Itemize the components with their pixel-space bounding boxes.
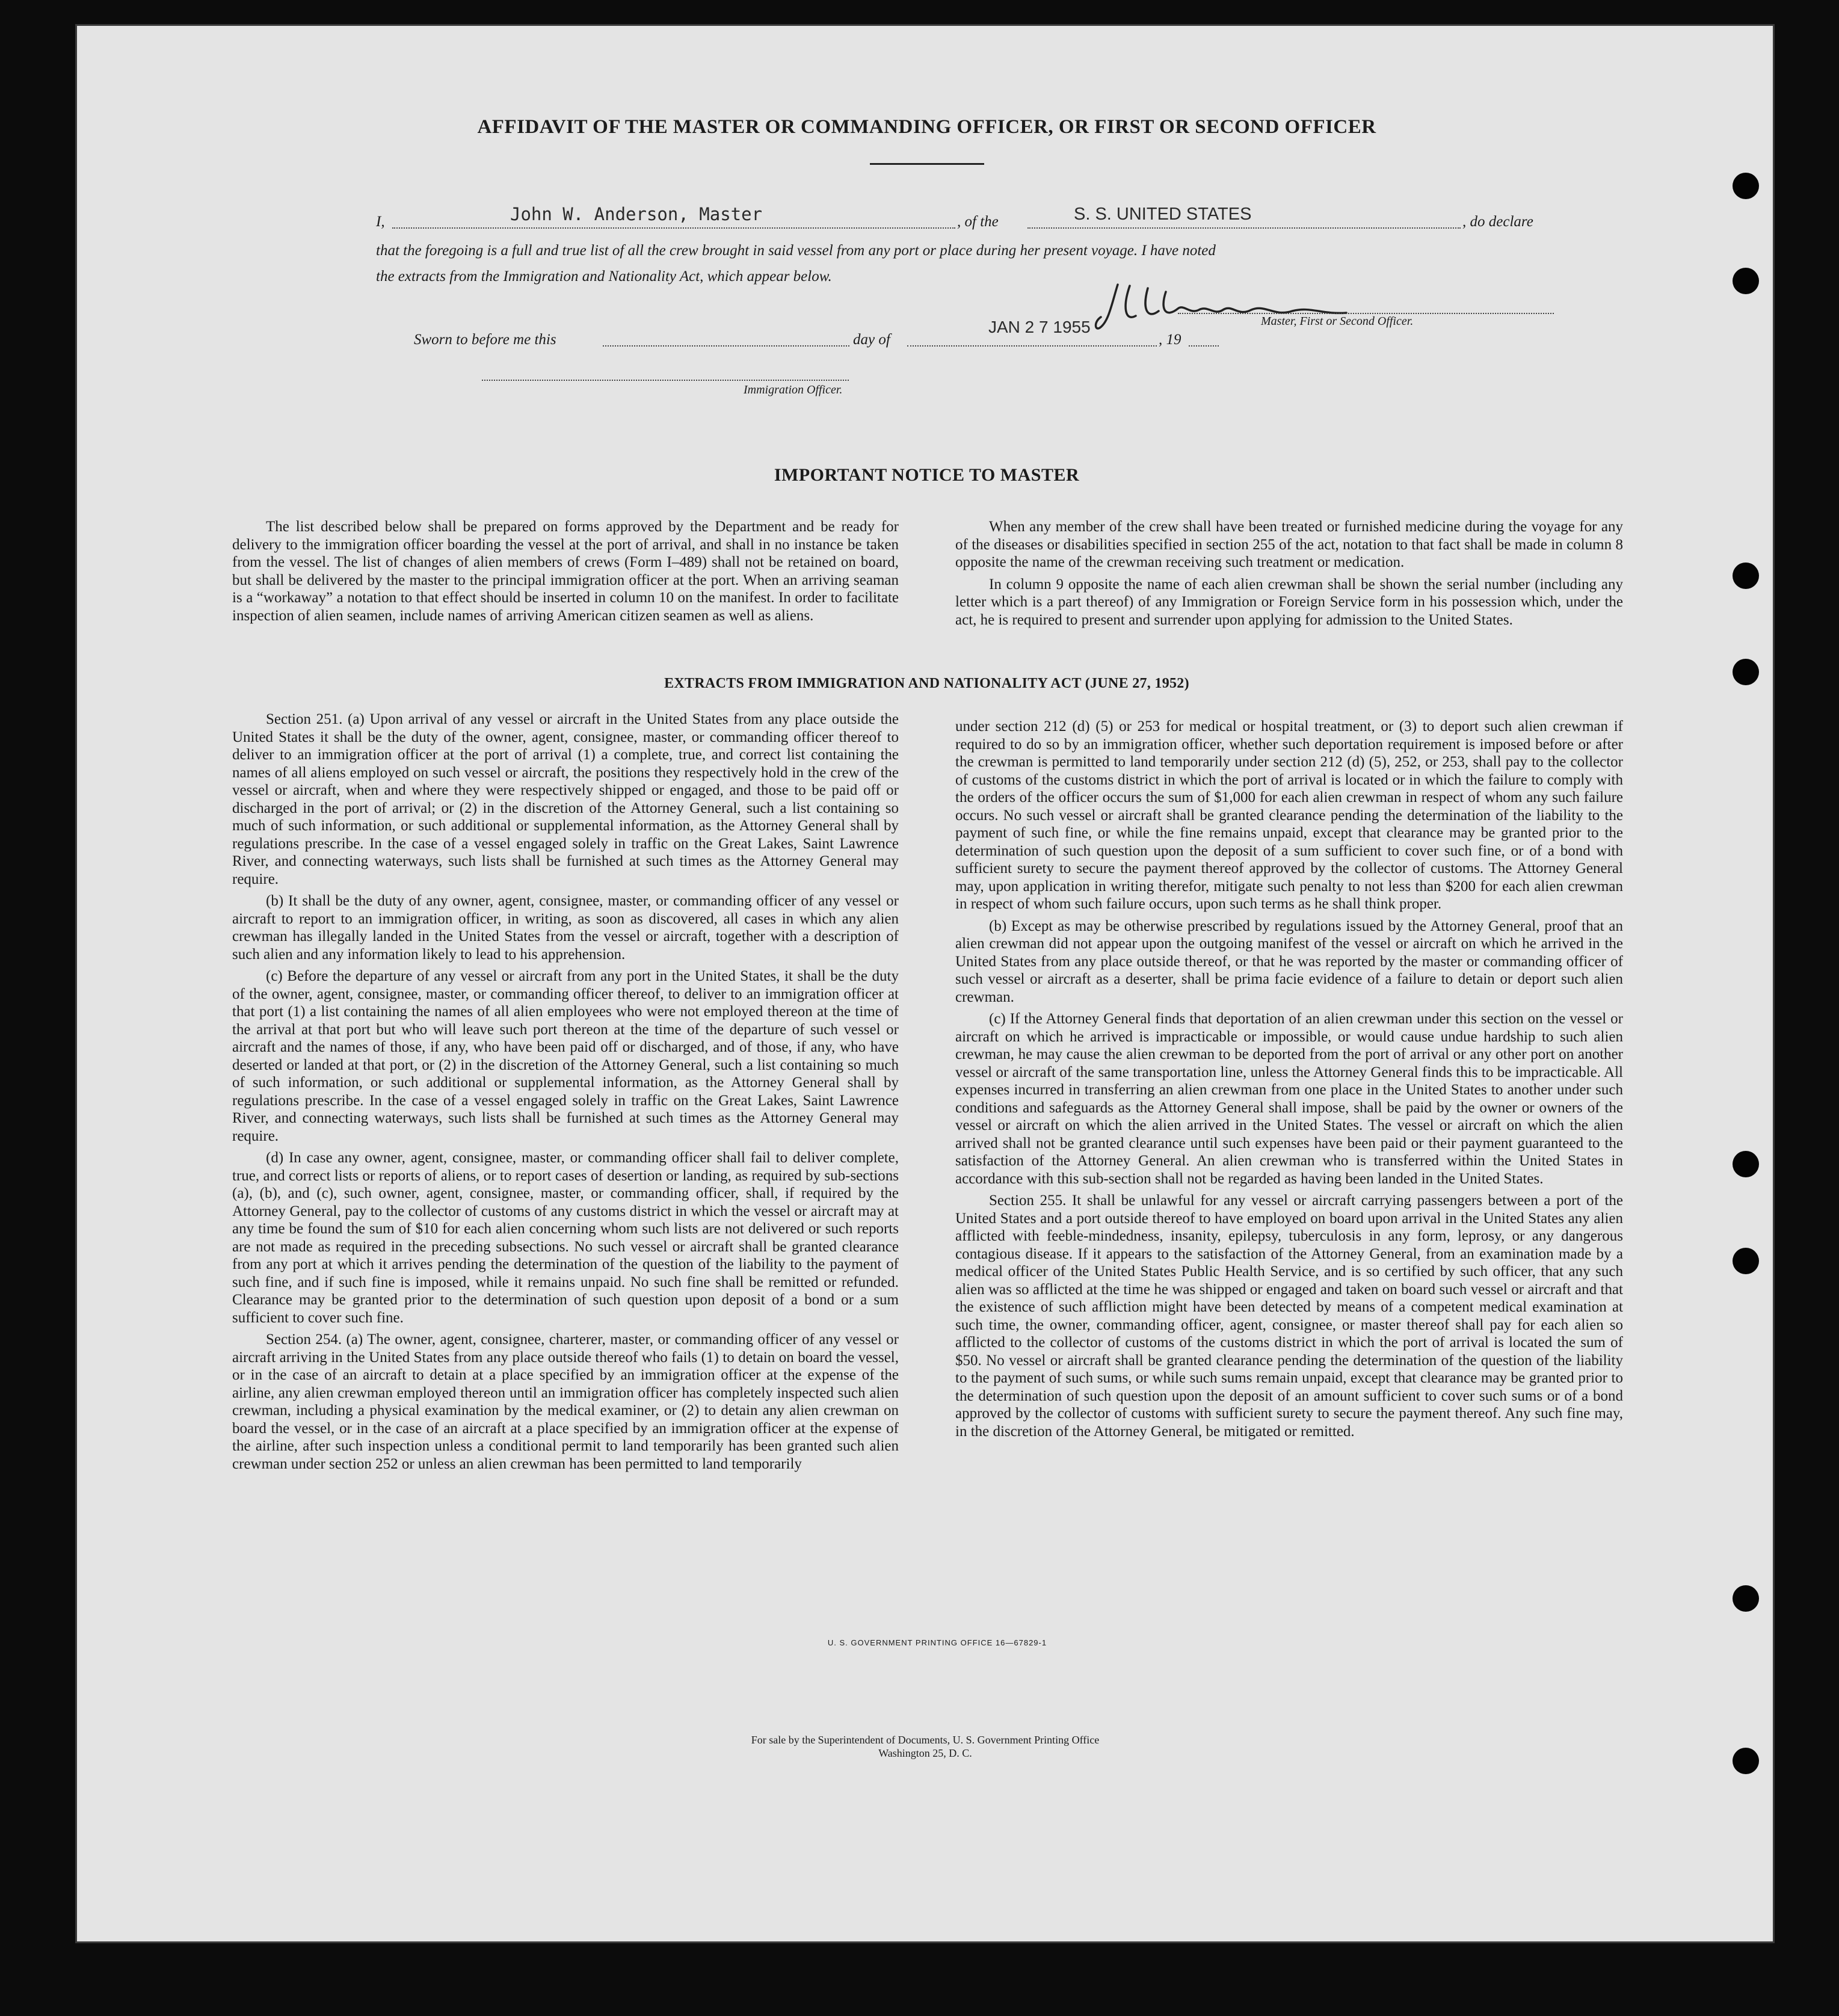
section-254-a: Section 254. (a) The owner, agent, consignee, charterer, master, or commanding officer of any vessel or aircraft arriving in the United States from any place outside thereof who fails (1) to detain on board the vessel, or in the case of an aircraft to detain at a place specified by an immigration officer at the expense of the airline, any alien crewman employed thereon until an immigration officer has completely inspected such alien crewman, including a physical examination by the medical examiner, or (2) to detain any alien crewman on board the vessel, or in the case of an aircraft at a place specified by an immigration officer at the expense of the airline, after such inspection unless a conditional permit to land temporarily has been granted such alien crewman under section 252 or unless an alien crewman has been permitted to land temporarily — [232, 1331, 899, 1472]
extracts-left-column — [232, 711, 899, 1477]
sworn-month-blank — [907, 345, 1157, 347]
date-stamp: JAN 2 7 1955 — [988, 318, 1091, 336]
vessel-blank — [1027, 227, 1461, 229]
day-of-label: day of — [853, 331, 890, 348]
section-251-b: (b) It shall be the duty of any owner, agent, consignee, master, or commanding officer of any vessel or aircraft to report to an immigration officer, in writing, as soon as discovered, all cases in which any alien crewman has illegally landed in the United States from the vessel or aircraft, together with a description of such alien and any information likely to lead to his apprehension. — [232, 893, 899, 963]
name-blank — [392, 227, 955, 229]
extracts-right-column — [955, 718, 1623, 1444]
notice-title: IMPORTANT NOTICE TO MASTER — [774, 465, 1080, 485]
do-declare-label: , do declare — [1462, 214, 1533, 230]
section-255: Section 255. It shall be unlawful for any vessel or aircraft carrying passengers between a port of the United States and a port outside thereof to have employed on board upon arrival in the United States any alien afflicted with feeble-mindedness, insanity, epilepsy, tuberculosis in any form, leprosy, or any dangerous contagious disease. If it appears to the satisfaction of the Attorney General, from an examination made by a medical officer of the United States Public Health Service, and is so certified by such officer, that any such alien was so afflicted at the time he was shipped or engaged and taken on board such vessel or aircraft and that the existence of such affliction might have been detected by means of a competent medical examination at such time, the owner, commanding officer, agent, consignee, or master thereof shall pay for each alien so afflicted to the collector of customs of the customs district in which the port of arrival is located the sum of $50. No vessel or aircraft shall be granted clearance pending the determination of the question of the liability to the payment of such sums, or while such sums remain unpaid, except that clearance may be granted prior to the determination of such question upon the deposit of an amount sufficient to cover such sums or of a bond approved by the collector of customs with sufficient surety to secure the payment thereof. Any such fine may, in the discretion of the Attorney General, be mitigated or remitted. — [955, 1192, 1623, 1440]
statement-line-1: that the foregoing is a full and true list of all the crew brought in said vessel from any port or place during her present voyage. I have noted — [376, 242, 1216, 259]
punch-hole — [1733, 1748, 1759, 1774]
affidavit-title: AFFIDAVIT OF THE MASTER OR COMMANDING OFFICER, OR FIRST OR SECOND OFFICER — [477, 116, 1376, 138]
section-251-c: (c) Before the departure of any vessel or aircraft from any port in the United States, it shall be the duty of the owner, agent, consignee, master, or commanding officer thereof, to deliver to an immigration officer at that port (1) a list containing the names of all alien employees who were not employed thereon at the time of the arrival at that port but who will leave such port thereon at the time of the departure of such vessel or aircraft and the names of those, if any, who have been paid off or discharged, and of those, if any, who have deserted or landed at that port, or (2) in the discretion of the Attorney General, such a list containing so much of such information, or such additional or supplemental information, as the Attorney General shall by regulations prescribe. In the case of a vessel engaged solely in traffic on the Great Lakes, Saint Lawrence River, and connecting waterways, such lists shall be furnished at such times as the Attorney General may require. — [232, 968, 899, 1144]
notice-right-paragraph-1: When any member of the crew shall have been treated or furnished medicine during the voyage for any of the diseases or disabilities specified in section 255 of the act, notation to that fact shall be made in column 8 opposite the name of the crewman receiving such treatment or medication. — [955, 519, 1623, 570]
vessel-name: S. S. UNITED STATES — [1074, 205, 1252, 224]
punch-hole — [1733, 1151, 1759, 1177]
of-the-label: , of the — [957, 214, 999, 230]
punch-hole — [1733, 173, 1759, 199]
sale-line-2: Washington 25, D. C. — [878, 1747, 972, 1759]
extracts-title: EXTRACTS FROM IMMIGRATION AND NATIONALITY ACT (JUNE 27, 1952) — [664, 676, 1189, 691]
notice-left-column — [232, 518, 899, 629]
year-blank — [1189, 345, 1219, 347]
document-page — [75, 24, 1775, 1943]
punch-hole — [1733, 563, 1759, 589]
sale-notice — [618, 1733, 1232, 1760]
signature-blank — [1178, 313, 1554, 314]
officer-blank — [482, 380, 849, 381]
punch-hole — [1733, 1585, 1759, 1612]
section-251-a: Section 251. (a) Upon arrival of any vessel or aircraft in the United States from any place outside the United States it shall be the duty of the owner, agent, consignee, master, or commanding officer thereof to deliver to an immigration officer at the port of arrival (1) a complete, true, and correct list containing the names of all aliens employed on such vessel or aircraft, the positions they respectively hold in the crew of the vessel or aircraft, when and where they were respectively shipped or engaged, and those to be paid off or discharged in the port of arrival; or (2) in the discretion of the Attorney General, such a list containing so much of such information, or such additional or supplemental information, as the Attorney General shall by regulations prescribe. In the case of a vessel engaged solely in traffic on the Great Lakes, Saint Lawrence River, and connecting waterways, such lists shall be furnished at such times as the Attorney General may require. — [232, 711, 899, 887]
i-label: I, — [376, 214, 385, 230]
sworn-label: Sworn to before me this — [414, 331, 556, 348]
statement-line-2: the extracts from the Immigration and Nationality Act, which appear below. — [376, 268, 832, 285]
immigration-officer-label: Immigration Officer. — [744, 383, 843, 396]
punch-hole — [1733, 268, 1759, 294]
notice-right-column — [955, 518, 1623, 633]
notice-left-paragraph: The list described below shall be prepared on forms approved by the Department and be ready for delivery to the immigration officer boarding the vessel at the port of arrival, and shall in no instance be taken from the vessel. The list of changes of alien members of crews (Form I–489) shall not be retained on board, but shall be delivered by the master to the principal immigration officer at the port. When an arriving seaman is a “workaway” a notation to that effect should be inserted in column 10 on the manifest. In order to facilitate inspection of alien seamen, include names of arriving American citizen seamen as well as aliens. — [232, 519, 899, 624]
sale-line-1: For sale by the Superintendent of Documents, U. S. Government Printing Office — [751, 1734, 1100, 1746]
section-254-a-cont: under section 212 (d) (5) or 253 for medical or hospital treatment, or (3) to deport such alien crewman if required to do so by an immigration officer, whether such deportation requirement is imposed before or after the crewman is permitted to land temporarily under section 212 (d) (5), 252, or 253, shall pay to the collector of customs of the customs district in which the port of arrival is located or in which the failure to comply with the orders of the officer occurs the sum of $1,000 for each alien crewman in respect of whom any such failure occurs. No such vessel or aircraft shall be granted clearance pending the determination of the liability to the payment of such fine, or while the fine remains unpaid, except that clearance may be granted prior to the determination of such question upon the deposit of a sum sufficient to cover such fine, or of a bond with sufficient surety to secure the payment thereof approved by the collector of customs. The Attorney General may, upon application in writing therefor, mitigate such penalty to not less than $200 for each alien crewman in respect of whom such failure occurs, upon such terms as he shall think proper. — [955, 718, 1623, 912]
section-254-c: (c) If the Attorney General finds that deportation of an alien crewman under this section on the vessel or aircraft on which he arrived is impracticable or impossible, or would cause undue hardship to such alien crewman, he may cause the alien crewman to be deported from the port of arrival or any other port on another vessel or aircraft of the same transportation line, unless the Attorney General finds this to be impracticable. All expenses incurred in transferring an alien crewman from one place in the United States to another under such conditions and safeguards as the Attorney General shall impose, shall be paid by the owner or owners of the vessel or aircraft on which the alien arrived in the United States. The vessel or aircraft on which the alien arrived shall not be granted clearance until such expenses have been paid or their payment guaranteed to the satisfaction of the Attorney General. An alien crewman who is transferred within the United States in accordance with this sub-section shall not be regarded as having been landed in the United States. — [955, 1011, 1623, 1187]
title-rule — [870, 163, 984, 165]
punch-hole — [1733, 659, 1759, 685]
notice-right-paragraph-2: In column 9 opposite the name of each alien crewman shall be shown the serial number (including any letter which is a part thereof) of any Immigration or Foreign Service form in his possession which, under the act, he is required to present and surrender upon applying for admission to the United States. — [955, 576, 1623, 628]
sworn-day-blank — [603, 345, 849, 347]
section-254-b: (b) Except as may be otherwise prescribed by regulations issued by the Attorney General, proof that an alien crewman did not appear upon the outgoing manifest of the vessel or aircraft on which he arrived in the United States from any place outside thereof, or that he was reported by the master or commanding officer of such vessel or aircraft as a deserter, shall be prima facie evidence of a failure to detain or deport such alien crewman. — [955, 917, 1623, 1005]
signer-caption: Master, First or Second Officer. — [1261, 315, 1414, 328]
punch-hole — [1733, 1248, 1759, 1274]
master-name: John W. Anderson, Master — [510, 204, 763, 224]
year-label: , 19 — [1159, 331, 1181, 348]
printing-office-credit: U. S. GOVERNMENT PRINTING OFFICE 16—67829-1 — [827, 1638, 1047, 1647]
section-251-d: (d) In case any owner, agent, consignee, master, or commanding officer shall fail to deliver complete, true, and correct lists or reports of aliens, or to report cases of desertion or landing, as required by sub-sections (a), (b), and (c), such owner, agent, consignee, master, or commanding officer, shall, if required by the Attorney General, pay to the collector of customs of any customs district in which the vessel or aircraft may at any time be found the sum of $10 for each alien concerning whom such lists are not delivered or such reports are not made as required in the preceding subsections. No such vessel or aircraft shall be granted clearance from any port at which it arrives pending the determination of the question of the liability to the payment of such fine, and if such fine is imposed, while it remains unpaid. No such fine shall be remitted or refunded. Clearance may be granted prior to the determination of such question upon deposit of a bond or a sum sufficient to cover such fine. — [232, 1150, 899, 1326]
